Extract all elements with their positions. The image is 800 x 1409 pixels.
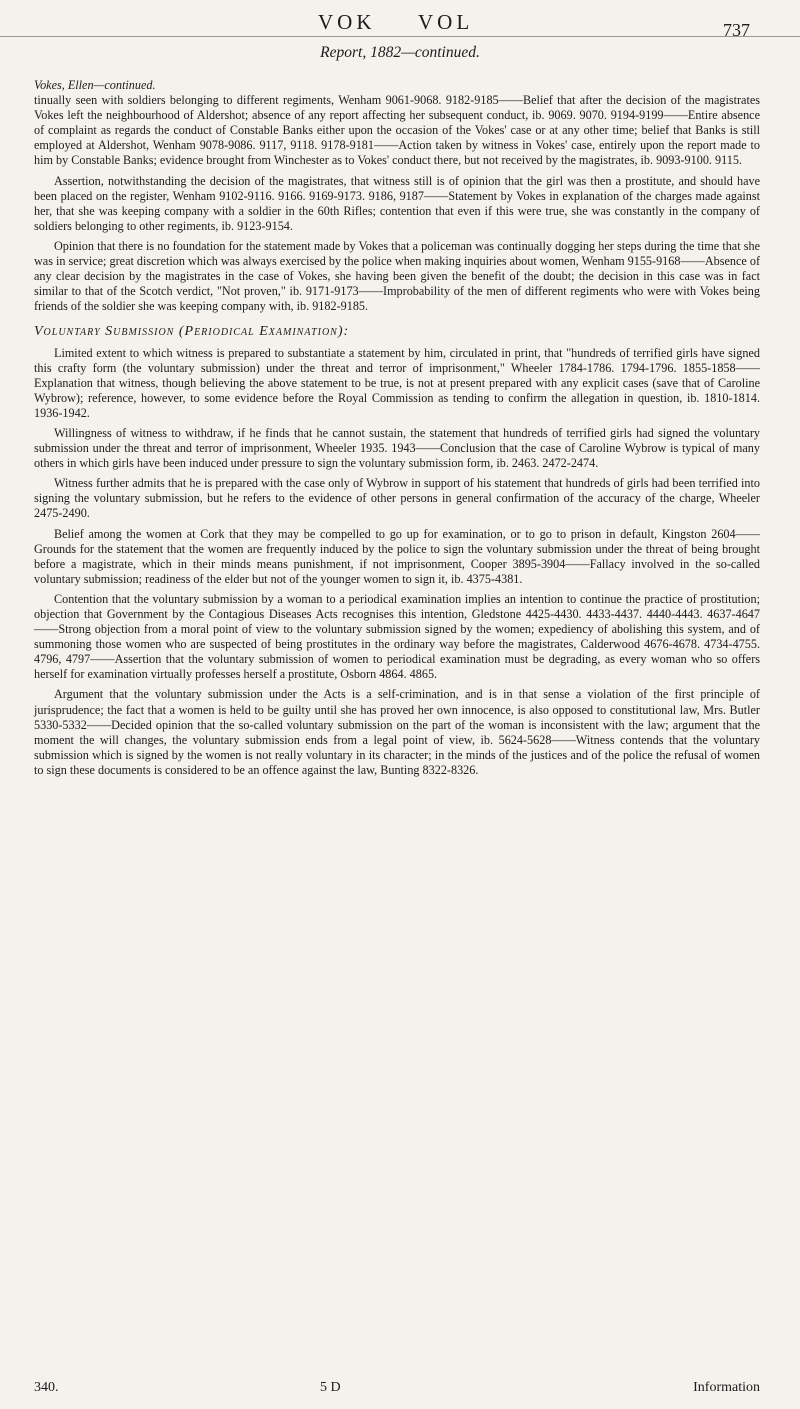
running-head-left: VOK bbox=[318, 10, 376, 34]
entry-paragraphs bbox=[34, 93, 760, 314]
paragraph: Witness further admits that he is prepared with the case only of Wybrow in support of his statement that hundreds of girls had been terrified into signing the voluntary submission, but he refers to the evidence of other persons in general confirmation of the accuracy of the charge, Wheeler 2475-2490. bbox=[34, 476, 760, 521]
signature-mark: 5 D bbox=[320, 1380, 341, 1395]
paragraph: Belief among the women at Cork that they may be compelled to go up for examination, or to go to prison in default, Kingston 2604——Grounds for the statement that the women are frequently induced by the police to sign the voluntary submission under the threat of being brought before a magistrate, which in their minds means punishment, if not imprisonment, Cooper 3895-3904——Fallacy involved in the so-called voluntary submission; readiness of the elder but not of the younger women to sign it, ib. 4375-4381. bbox=[34, 526, 760, 586]
header-rule bbox=[0, 36, 800, 37]
section-paragraphs bbox=[34, 346, 760, 779]
paragraph: Limited extent to which witness is prepared to substantiate a statement by him, circulated in print, that "hundreds of terrified girls have signed this crafty form (the voluntary submission) under the threat and terror of imprisonment," Wheeler 1784-1786. 1794-1796. 1855-1858——Explanation that witness, though believing the above statement to be true, is not at present prepared with any explicit cases (save that of Caroline Wybrow); reference, however, to some evidence before the Royal Commission as tending to confirm the allegation in question, ib. 1810-1814. 1936-1942. bbox=[34, 345, 760, 420]
paragraph: tinually seen with soldiers belonging to different regiments, Wenham 9061-9068. 9182-9185——Belief that after the decision of the magistrates Vokes left the neighbourhood of Aldershot; absence of any report affecting her subsequent conduct, ib. 9069. 9070. 9194-9199——Entire absence of complaint as regards the conduct of Constable Banks either upon the occasion of the Vokes' case or at any other time; belief that Banks is still employed at Aldershot, Wenham 9078-9086. 9117, 9118. 9178-9181——Action taken by witness in Vokes' case, entirely upon the report made to him by Constable Banks; evidence brought from Winchester as to Vokes' conduct there, but not received by the magistrates, ib. 9093-9100. 9115. bbox=[34, 93, 760, 168]
paragraph: Assertion, notwithstanding the decision of the magistrates, that witness still is of opinion that the girl was then a prostitute, and should have been placed on the register, Wenham 9102-9116. 9166. 9169-9173. 9186, 9187——Statement by Vokes in explanation of the charges made against her, that she was keeping company with a soldier in the 60th Rifles; contention that even if this were true, she was constantly in the company of soldiers belonging to other regiments, ib. 9123-9154. bbox=[34, 173, 760, 233]
footer-number: 340. bbox=[34, 1380, 59, 1395]
entry-heading: Vokes, Ellen—continued. bbox=[34, 78, 156, 92]
section-heading: Voluntary Submission (Periodical Examination): bbox=[34, 324, 350, 340]
paragraph: Willingness of witness to withdraw, if he finds that he cannot sustain, the statement that hundreds of terrified girls had signed the voluntary submission under the threat and terror of imprisonment, Wheeler 1935. 1943——Conclusion that the case of Caroline Wybrow is typical of many others in which girls have been induced under pressure to sign the voluntary submission form, ib. 2463. 2472-2474. bbox=[34, 425, 760, 471]
index-body bbox=[34, 78, 760, 783]
paragraph: Contention that the voluntary submission by a woman to a periodical examination implies an intention to continue the practice of prostitution; objection that Government by the Contagious Diseases Acts recognises this intention, Gledstone 4425-4430. 4433-4437. 4440-4443. 4637-4647——Strong objection from a moral point of view to the voluntary submission signed by the women; expediency of abolishing this system, and of summoning those women who are suspected of being prostitutes in the ordinary way before the magistrates, Calderwood 4676-4678. 4734-4755. 4796, 4797——Assertion that the voluntary submission of women to periodical examination must be degrading, as every woman who so offers herself for examination virtually professes herself a prostitute, Osborn 4864. 4865. bbox=[34, 591, 760, 682]
catchword: Information bbox=[693, 1380, 760, 1395]
running-head-right: VOL bbox=[418, 10, 474, 34]
paragraph: Argument that the voluntary submission under the Acts is a self-crimination, and is in that sense a violation of the first principle of jurisprudence; the fact that a women is held to be guilty until she has proved her own innocence, is also opposed to constitutional law, Mrs. Butler 5330-5332——Decided opinion that the so-called voluntary submission on the part of the woman is inconsistent with the law; argument that the moment the will changes, the voluntary submission ends from a legal point of view, ib. 5624-5628——Witness contends that the voluntary submission which is signed by the women is not really voluntary in its character; in the minds of the justices and of the police the refusal of women to sign these documents is considered to be an offence against the law, Bunting 8322-8326. bbox=[34, 687, 760, 777]
page-number: 737 bbox=[723, 20, 750, 40]
page-subtitle: Report, 1882—continued. bbox=[320, 44, 480, 61]
paragraph: Opinion that there is no foundation for the statement made by Vokes that a policeman was continually dogging her steps during the time that she was in service; great discretion which was always exercised by the police when making inquiries about women, Wenham 9155-9168——Absence of any clear decision by the magistrates in the case of Vokes, she having been given the benefit of the doubt; the decision in this case was in fact similar to that of the Scotch verdict, "Not proven," ib. 9171-9173——Improbability of the men of different regiments who were with Vokes being friends of the soldier she was keeping company with, ib. 9182-9185. bbox=[34, 238, 760, 314]
